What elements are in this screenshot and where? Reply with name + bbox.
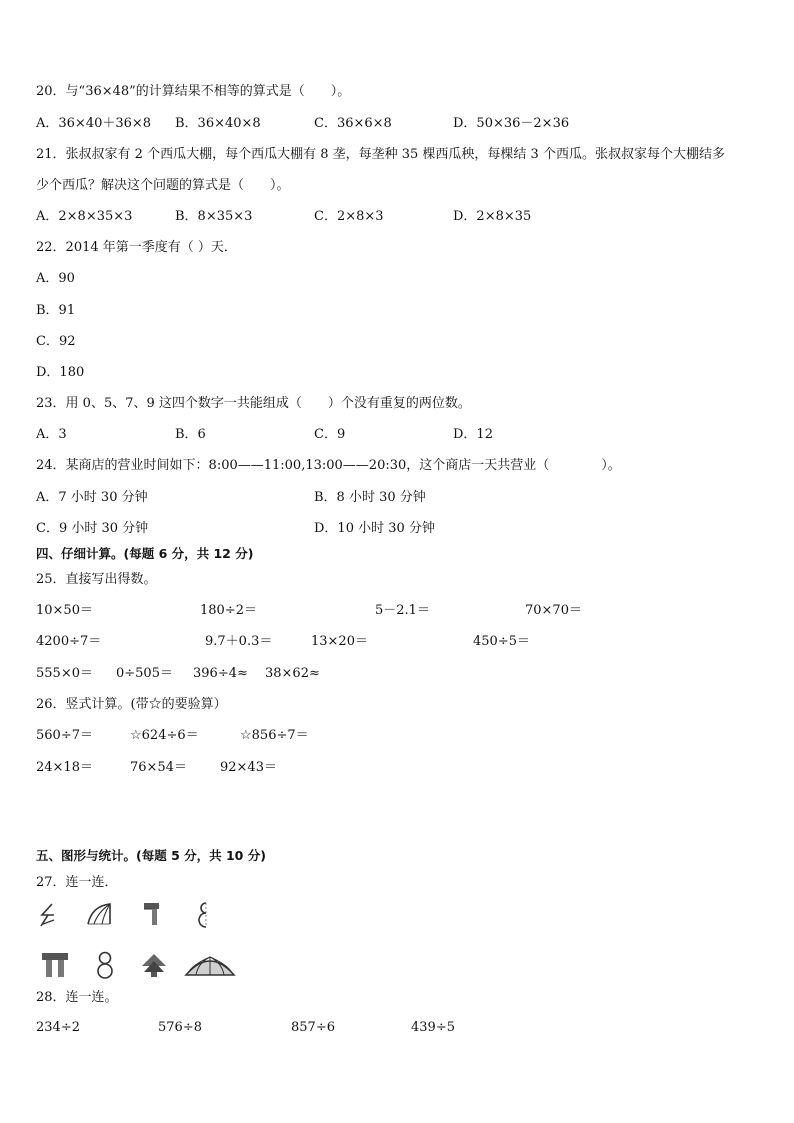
q26-item: 560÷7＝ <box>36 728 93 743</box>
q25-item: 0÷505＝ <box>116 666 173 681</box>
umbrella-icon <box>184 953 236 979</box>
q21-option-d: D．2×8×35 <box>453 209 532 224</box>
half-snowman-icon <box>194 901 210 929</box>
q21-option-a: A．2×8×35×3 <box>36 209 133 224</box>
half-stool-icon <box>143 901 161 927</box>
q22-option-a: A．90 <box>36 271 75 286</box>
q24-option-a: A．7 小时 30 分钟 <box>36 490 148 505</box>
q24-stem: 24．某商店的营业时间如下：8:00——11:00,13:00——20:30，这个商店一天共营业（ ）。 <box>36 458 621 473</box>
q20-option-c: C．36×6×8 <box>314 116 392 131</box>
snowman-icon <box>96 950 114 980</box>
q25-item: 5－2.1＝ <box>375 603 430 618</box>
q28-stem: 28．连一连。 <box>36 990 118 1005</box>
q25-item: 450÷5＝ <box>473 634 530 649</box>
q22-option-d: D．180 <box>36 365 85 380</box>
half-umbrella-icon <box>86 902 114 926</box>
q23-option-d: D．12 <box>453 427 493 442</box>
q26-item: ☆624÷6＝ <box>130 728 199 743</box>
q21-stem-line1: 21．张叔叔家有 2 个西瓜大棚，每个西瓜大棚有 8 垄，每垄种 35 棵西瓜秧，每棵结 3 个西瓜。张叔叔家每个大棚结多 <box>36 147 725 162</box>
q22-option-b: B．91 <box>36 303 76 318</box>
q21-option-b: B．8×35×3 <box>175 209 253 224</box>
q21-stem-line2: 少个西瓜？解决这个问题的算式是（ ）。 <box>36 178 290 193</box>
q24-option-d: D．10 小时 30 分钟 <box>314 521 435 536</box>
q25-item: 13×20＝ <box>311 634 368 649</box>
q26-item: 92×43＝ <box>220 760 277 775</box>
q26-item: 76×54＝ <box>130 760 187 775</box>
q24-option-b: B．8 小时 30 分钟 <box>314 490 426 505</box>
q25-item: 180÷2＝ <box>200 603 257 618</box>
q25-stem: 25．直接写出得数。 <box>36 572 157 587</box>
q25-item: 70×70＝ <box>525 603 582 618</box>
q25-item: 396÷4≈ <box>193 666 248 681</box>
q27-stem: 27．连一连． <box>36 875 118 890</box>
q22-option-c: C．92 <box>36 334 76 349</box>
q23-option-c: C．9 <box>314 427 346 442</box>
q23-stem: 23．用 0、5、7、9 这四个数字一共能组成（ ）个没有重复的两位数。 <box>36 396 471 411</box>
half-lightning-icon <box>38 902 58 928</box>
q26-stem: 26．竖式计算。(带☆的要验算） <box>36 697 227 712</box>
q23-option-b: B．6 <box>175 427 206 442</box>
q20-option-d: D．50×36－2×36 <box>453 116 570 131</box>
tree-icon <box>140 952 168 978</box>
q26-item: ☆856÷7＝ <box>240 728 309 743</box>
q28-item: 234÷2 <box>36 1020 80 1035</box>
q21-option-c: C．2×8×3 <box>314 209 384 224</box>
section-4-title: 四、仔细计算。(每题 6 分，共 12 分) <box>36 546 254 561</box>
q20-option-a: A．36×40＋36×8 <box>36 116 152 131</box>
q28-item: 576÷8 <box>158 1020 202 1035</box>
q22-stem: 22．2014 年第一季度有（ ）天． <box>36 240 237 255</box>
q26-item: 24×18＝ <box>36 760 93 775</box>
q24-option-c: C．9 小时 30 分钟 <box>36 521 149 536</box>
q25-item: 38×62≈ <box>265 666 320 681</box>
q25-item: 4200÷7＝ <box>36 634 102 649</box>
q25-item: 10×50＝ <box>36 603 93 618</box>
q20-option-b: B．36×40×8 <box>175 116 261 131</box>
q28-item: 439÷5 <box>411 1020 455 1035</box>
q25-item: 9.7＋0.3＝ <box>205 634 273 649</box>
stool-icon <box>41 951 69 979</box>
q23-option-a: A．3 <box>36 427 67 442</box>
q20-stem: 20．与“36×48”的计算结果不相等的算式是（ ）。 <box>36 84 351 99</box>
section-5-title: 五、图形与统计。(每题 5 分，共 10 分) <box>36 848 266 863</box>
q28-item: 857÷6 <box>291 1020 335 1035</box>
q25-item: 555×0＝ <box>36 666 93 681</box>
